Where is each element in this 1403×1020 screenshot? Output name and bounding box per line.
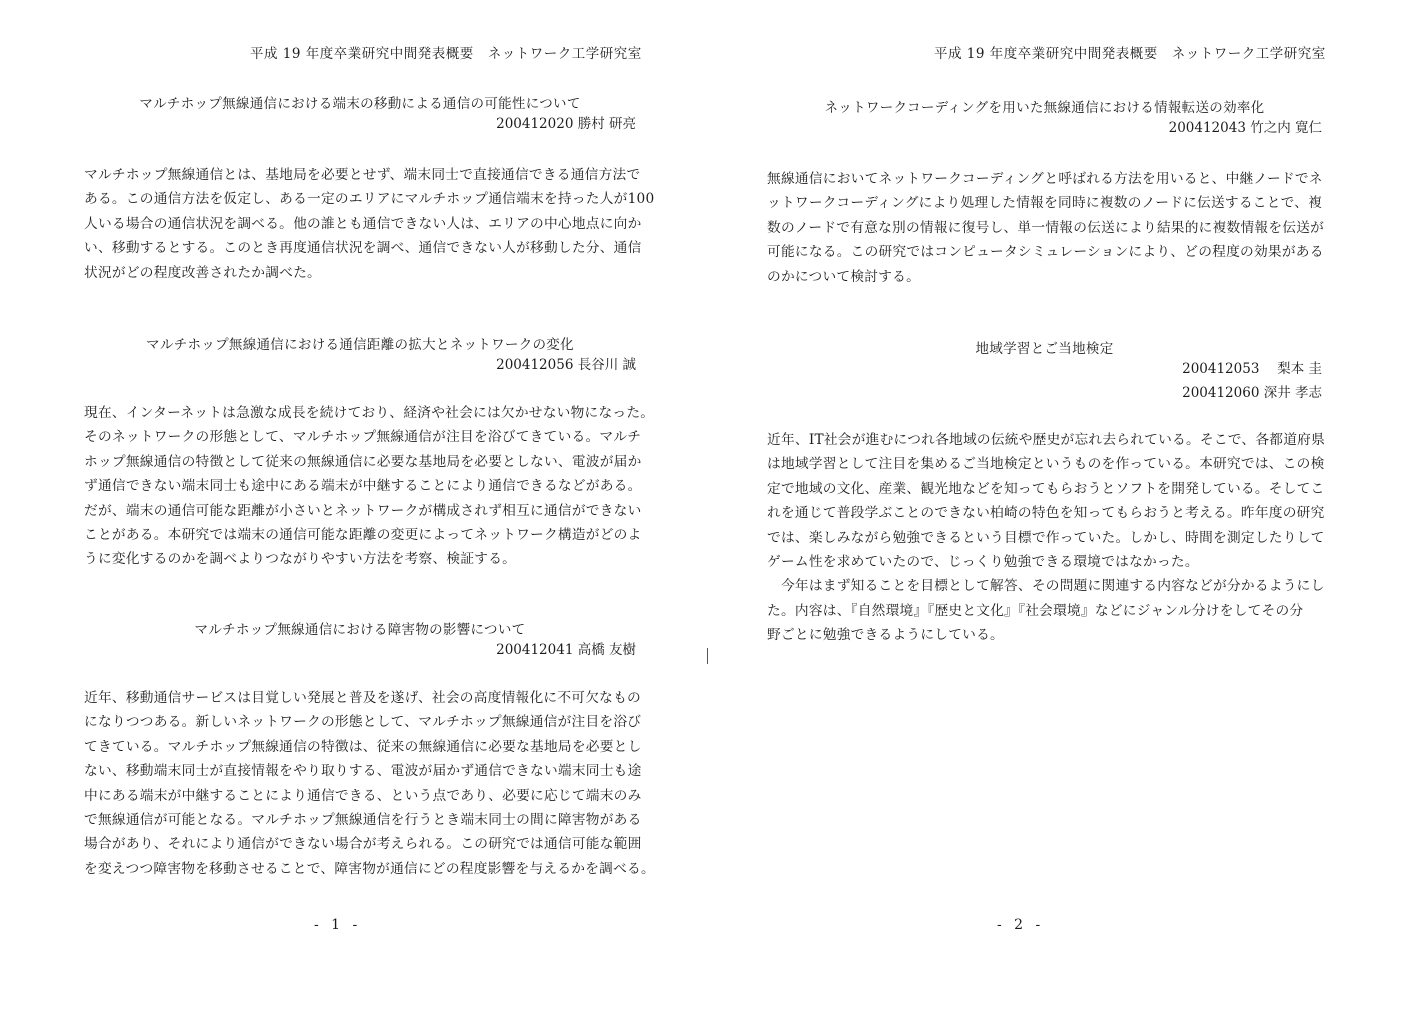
body-line: になりつつある。新しいネットワークの形態として、マルチホップ無線通信が注目を浴び <box>84 714 642 731</box>
author-line: 200412053 梨本 圭 <box>1182 361 1322 377</box>
body-line: ず通信できない端末同士も途中にある端末が中継することにより通信できるなどがある。 <box>84 478 642 495</box>
body-line: れを通じて普段学ぶことのできない柏崎の特色を知ってもらおうと考える。昨年度の研究 <box>767 505 1325 522</box>
abstract-body <box>84 163 655 285</box>
body-line: た。内容は、『自然環境』『歴史と文化』『社会環境』などにジャンル分けをしてその分 <box>767 602 1304 619</box>
body-line: のかについて検討する。 <box>767 268 921 285</box>
body-line: 中にある端末が中継することにより通信できる、という点であり、必要に応じて端末のみ <box>84 787 642 804</box>
author-line: 200412056 長谷川 誠 <box>496 357 636 373</box>
body-line: 状況がどの程度改善されたか調べた。 <box>84 264 321 281</box>
page-number: - 1 - <box>314 917 362 933</box>
page-1 <box>0 0 700 1020</box>
body-line: だが、端末の通信可能な距離が小さいとネットワークが構成されず相互に通信ができない <box>84 502 642 519</box>
body-line: 現在、インターネットは急激な成長を続けており、経済や社会には欠かせない物になった。 <box>84 405 655 421</box>
abstract-body <box>84 401 655 572</box>
section-title: マルチホップ無線通信における障害物の影響について <box>194 622 526 638</box>
body-line: 人いる場合の通信状況を調べる。他の誰とも通信できない人は、エリアの中心地点に向か <box>84 215 642 232</box>
body-line: い、移動するとする。このとき再度通信状況を調べ、通信できない人が移動した分、通信 <box>84 240 642 257</box>
body-line: ットワークコーディングにより処理した情報を同時に複数のノードに伝送することで、複 <box>767 195 1323 212</box>
body-line: を変えつつ障害物を移動させることで、障害物が通信にどの程度影響を与えるかを調べる。 <box>84 860 655 877</box>
abstract-section <box>84 333 636 377</box>
author-line: 200412041 高橋 友樹 <box>496 642 636 658</box>
body-line: 近年、IT社会が進むにつれ各地域の伝統や歴史が忘れ去られている。そこで、各都道府県 <box>767 432 1326 448</box>
abstract-body <box>767 167 1332 289</box>
body-line: 今年はまず知ることを目標として解答、その問題に関連する内容などが分かるようにし <box>767 578 1325 595</box>
body-line: は地域学習として注目を集めるご当地検定というものを作っている。本研究では、この検 <box>767 456 1325 473</box>
page-header: 平成 19 年度卒業研究中間発表概要 ネットワーク工学研究室 <box>934 46 1326 62</box>
section-title: マルチホップ無線通信における端末の移動による通信の可能性について <box>139 96 581 112</box>
section-title: ネットワークコーディングを用いた無線通信における情報転送の効率化 <box>824 100 1265 116</box>
body-line: では、楽しみながら勉強できるという目標で作っていた。しかし、時間を測定したりして <box>767 529 1325 546</box>
body-line: で無線通信が可能となる。マルチホップ無線通信を行うとき端末同士の間に障害物がある <box>84 812 642 829</box>
abstract-body <box>767 428 1332 648</box>
abstract-section <box>84 618 636 662</box>
body-line: 近年、移動通信サービスは目覚しい発展と普及を遂げ、社会の高度情報化に不可欠なもの <box>84 690 641 706</box>
abstract-section <box>84 92 636 136</box>
body-line: 無線通信においてネットワークコーディングと呼ばれる方法を用いると、中継ノードでネ <box>767 171 1323 187</box>
body-line: そのネットワークの形態として、マルチホップ無線通信が注目を浴びてきている。マルチ <box>84 429 642 446</box>
body-line: 可能になる。この研究ではコンピュータシミュレーションにより、どの程度の効果がある <box>767 244 1324 261</box>
author-line: 200412060 深井 孝志 <box>1182 385 1322 401</box>
body-line: うに変化するのかを調べよりつながりやすい方法を考察、検証する。 <box>84 551 517 568</box>
page-number: - 2 - <box>997 917 1045 933</box>
abstract-section <box>767 96 1322 140</box>
body-line: ホップ無線通信の特徴として従来の無線通信に必要な基地局を必要としない、電波が届か <box>84 453 642 470</box>
abstract-section <box>767 337 1322 405</box>
page-header: 平成 19 年度卒業研究中間発表概要 ネットワーク工学研究室 <box>250 46 642 62</box>
body-line: てきている。マルチホップ無線通信の特徴は、従来の無線通信に必要な基地局を必要とし <box>84 738 642 755</box>
body-line: 数のノードで有意な別の情報に復号し、単一情報の伝送により結果的に複数情報を伝送が <box>767 219 1325 236</box>
body-line: 定で地域の文化、産業、観光地などを知ってもらおうとソフトを開発している。そしてこ <box>767 480 1325 497</box>
body-line: マルチホップ無線通信とは、基地局を必要とせず、端末同士で直接通信できる通信方法で <box>84 167 641 183</box>
section-title: マルチホップ無線通信における通信距離の拡大とネットワークの変化 <box>146 337 574 353</box>
author-line: 200412043 竹之内 寛仁 <box>1168 120 1322 136</box>
body-line: ことがある。本研究では端末の通信可能な距離の変更によってネットワーク構造がどのよ <box>84 527 642 544</box>
page-2 <box>703 0 1403 1020</box>
body-line: 場合があり、それにより通信ができない場合が考えられる。この研究では通信可能な範囲 <box>84 836 642 853</box>
abstract-body <box>84 686 655 881</box>
section-title: 地域学習とご当地検定 <box>975 341 1114 357</box>
author-line: 200412020 勝村 研亮 <box>496 116 636 132</box>
body-line: ゲーム性を求めていたので、じっくり勉強できる環境ではなかった。 <box>767 554 1199 571</box>
body-line: ない、移動端末同士が直接情報をやり取りする、電波が届かず通信できない端末同士も途 <box>84 763 642 780</box>
body-line: 野ごとに勉強できるようにしている。 <box>767 627 1004 644</box>
body-line: ある。この通信方法を仮定し、ある一定のエリアにマルチホップ通信端末を持った人が100 <box>84 191 655 208</box>
